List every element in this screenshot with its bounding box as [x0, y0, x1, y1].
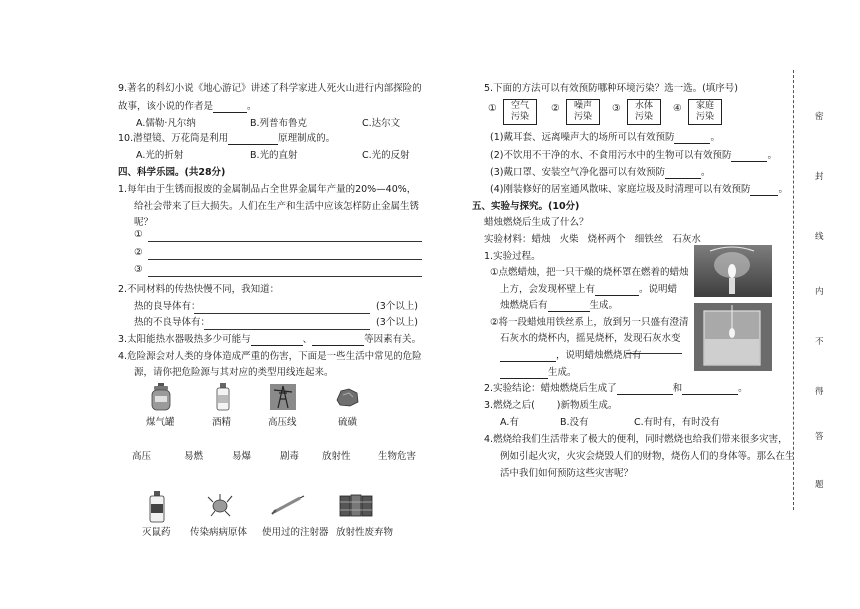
s4q1-line1: 1.每年由于生锈而报废的金属制品占全世界金属年产量的20%—40%，: [118, 184, 417, 195]
q4-line3: 活中我们如何预防这些灾害呢？: [500, 468, 634, 479]
poor-conductor-blank[interactable]: [204, 329, 370, 330]
seal-char-4: 内: [815, 287, 824, 297]
item-power-line[interactable]: 高压线: [268, 417, 297, 428]
q5-box-water: 水体 污染: [627, 99, 661, 125]
seal-char-6: 得: [815, 387, 824, 397]
step2-line1: ②将一段蜡烛用铁丝系上，放到另一只盛有澄清: [490, 317, 689, 328]
seal-char-2: 封: [815, 172, 824, 182]
q9-line1: 9.著名的科幻小说《地心游记》讲述了科学家进人死火山进行内部探险的: [118, 83, 422, 94]
answer-blank[interactable]: [595, 286, 639, 296]
answer-blank[interactable]: [251, 336, 303, 346]
q3-option-b[interactable]: B.没有: [560, 417, 589, 428]
step2-line2: 石灰水的烧杯内，摇晃烧杯，发现石灰水变: [500, 333, 681, 344]
s4q1-line3: 呢？: [134, 217, 154, 228]
seal-char-7: 答: [815, 432, 824, 442]
q9-option-b[interactable]: B.列普布鲁克: [250, 118, 308, 129]
alcohol-bottle-icon: [214, 382, 232, 412]
candle-beaker-photo: [694, 245, 772, 297]
s4q1-mark-2: ②: [134, 247, 143, 258]
q3-option-a[interactable]: A.有: [500, 417, 519, 428]
q5-box-household: 家庭 污染: [688, 99, 722, 125]
answer-blank[interactable]: [617, 385, 673, 395]
s4q1-line2: 给社会带来了巨大损失。人们在生产和生活中应该怎样防止金属生锈: [134, 201, 420, 212]
step2-line3: ，说明蜡烛燃烧后有: [500, 351, 642, 362]
section-5-heading: 五、实验与探究。(10分): [472, 201, 580, 212]
q5-box-num-3: ③: [612, 103, 621, 114]
answer-line-3[interactable]: [148, 276, 422, 277]
q5-box-num-4: ④: [673, 103, 682, 114]
item-rat-poison[interactable]: 灭鼠药: [142, 527, 171, 538]
step1-line3: 烛燃烧后有 生成。: [500, 300, 619, 311]
answer-blank[interactable]: [682, 385, 738, 395]
q5-item-3: (3)戴口罩、安装空气净化器可以有效预防 。: [490, 167, 711, 178]
s4q2-good-label: 热的良导体有：: [134, 301, 201, 312]
answer-blank[interactable]: [665, 169, 701, 179]
item-sulfur[interactable]: 硫磺: [338, 417, 358, 428]
item-used-syringe[interactable]: 使用过的注射器: [262, 527, 329, 538]
s4q4-line2: 源，请你把危险源与其对应的类型用线连起来。: [134, 367, 334, 378]
q5-title: 5.下面的方法可以有效预防哪种环境污染？选一选。(填序号): [484, 83, 738, 94]
answer-blank[interactable]: [213, 103, 247, 113]
q5-box-noise: 噪声 污染: [566, 99, 600, 125]
answer-blank[interactable]: [228, 135, 278, 145]
answer-blank[interactable]: [548, 302, 590, 312]
answer-blank[interactable]: [731, 152, 767, 162]
q4-line2: 例如引起火灾，火灾会烧毁人们的财物，烧伤人们的身体等。那么在生: [500, 451, 795, 462]
q10-option-c[interactable]: C.光的反射: [362, 150, 410, 161]
q9-option-c[interactable]: C.达尔文: [362, 118, 401, 129]
good-conductor-blank[interactable]: [194, 313, 370, 314]
experiment-question: 蜡烛燃烧后生成了什么？: [484, 217, 589, 228]
q5-box-num-1: ①: [488, 103, 497, 114]
q5-box-air: 空气 污染: [503, 99, 537, 125]
step1-line1: ①点燃蜡烛，把一只干燥的烧杯罩在燃着的蜡烛: [490, 267, 689, 278]
item-pathogen[interactable]: 传染病病原体: [190, 527, 248, 538]
seal-dashed-line: [793, 70, 794, 510]
q2-conclusion: 2.实验结论：蜡烛燃烧后生成了 和 。: [484, 383, 748, 394]
step1-line2: 上方，会发现杯壁上有 。说明蜡: [500, 284, 678, 295]
section-4-heading: 四、科学乐园。(共28分): [118, 167, 226, 178]
pathogen-icon: [206, 492, 234, 518]
q5-item-2: (2)不饮用不干净的水、不食用污水中的生物可以有效预防 。: [490, 150, 777, 161]
type-radioactive[interactable]: 放射性: [322, 451, 351, 462]
power-line-icon: [270, 384, 296, 410]
rat-poison-bottle-icon: [148, 490, 166, 524]
s4q2-line1: 2.不同材料的传热快慢不同，我知道：: [118, 284, 280, 295]
seal-char-1: 密: [815, 112, 824, 122]
type-toxic[interactable]: 剧毒: [280, 451, 300, 462]
type-biohazard[interactable]: 生物危害: [378, 451, 417, 462]
s4q1-mark-3: ③: [134, 264, 143, 275]
q3-line: 3.燃烧之后( )新物质生成。: [484, 400, 618, 411]
step2-line4: 生成。: [500, 368, 577, 379]
s4q3-line: 3.太阳能热水器吸热多少可能与 、 等因素有关。: [118, 334, 422, 345]
answer-line-1[interactable]: [148, 241, 422, 242]
s4q2-bad-label: 热的不良导体有：: [134, 317, 211, 328]
s4q1-mark-1: ①: [134, 229, 143, 240]
seal-char-5: 不: [815, 337, 824, 347]
answer-blank[interactable]: [500, 369, 548, 379]
q9-line2: 故事，该小说的作者是 。: [118, 101, 257, 112]
type-flammable[interactable]: 易燃: [184, 451, 204, 462]
q5-item-1: (1)戴耳套、远离噪声大的场所可以有效预防 。: [490, 132, 720, 143]
experiment-materials: 实验材料：蜡烛 火柴 烧杯两个 细铁丝 石灰水: [484, 234, 701, 245]
item-gas-cylinder[interactable]: 煤气罐: [146, 417, 175, 428]
item-radioactive-waste[interactable]: 放射性废弃物: [336, 527, 394, 538]
answer-blank[interactable]: [500, 352, 556, 362]
q5-box-num-2: ②: [551, 103, 560, 114]
seal-char-3: 线: [815, 232, 824, 242]
q5-item-4: (4)刚装修好的居室通风散味、家庭垃圾及时清理可以有效预防 。: [490, 184, 788, 195]
seal-char-8: 题: [815, 480, 824, 490]
item-alcohol[interactable]: 酒精: [212, 417, 232, 428]
answer-blank[interactable]: [312, 336, 364, 346]
q9-option-a[interactable]: A.儒勒·凡尔纳: [136, 118, 196, 129]
q4-line1: 4.燃烧给我们生活带来了极大的便利，同时燃烧也给我们带来很多灾害，: [484, 434, 788, 445]
limewater-beaker-photo: [694, 303, 772, 371]
q10-option-a[interactable]: A.光的折射: [136, 150, 184, 161]
answer-line-2[interactable]: [148, 259, 422, 260]
q10-line: 10.潜望镜、万花筒是利用 原理制成的。: [118, 133, 336, 144]
experiment-steps-title: 1.实验过程。: [484, 251, 541, 262]
q10-option-b[interactable]: B.光的直射: [250, 150, 298, 161]
type-high-voltage[interactable]: 高压: [132, 451, 152, 462]
sulfur-rock-icon: [334, 386, 360, 408]
answer-blank[interactable]: [750, 186, 778, 196]
radioactive-waste-barrels-icon: [338, 492, 374, 518]
syringe-icon: [270, 494, 306, 516]
gas-cylinder-icon: [148, 382, 174, 412]
answer-blank[interactable]: [674, 134, 710, 144]
q3-option-c[interactable]: C.有时有，有时没有: [634, 417, 720, 428]
s4q2-note-1: (3个以上): [376, 301, 418, 312]
s4q4-line1: 4.危险源会对人类的身体造成严重的伤害，下面是一些生活中常见的危险: [118, 351, 422, 362]
type-explosive[interactable]: 易爆: [232, 451, 252, 462]
s4q2-note-2: (3个以上): [376, 317, 418, 328]
